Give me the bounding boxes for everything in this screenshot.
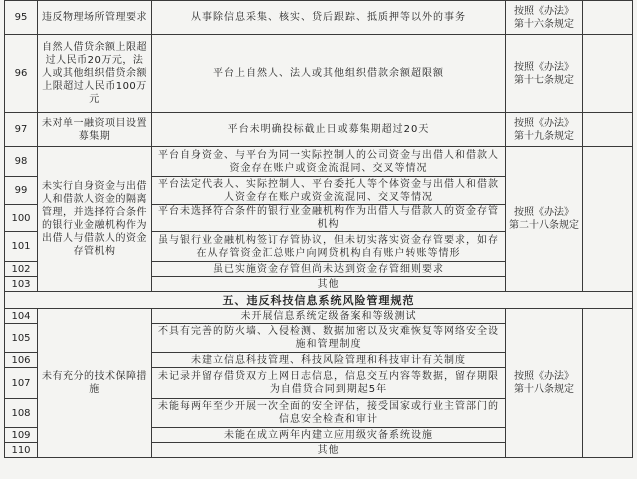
violation-category: 未对单一融资项目设置募集期: [38, 113, 152, 147]
violation-description: 未记录并留存借贷双方上网日志信息，信息交互内容等数据，留存期限为自借贷合同到期起5年: [152, 368, 506, 399]
row-number: 101: [5, 232, 38, 262]
row-number: 105: [5, 324, 38, 353]
violation-description: 未能在成立两年内建立应用级灾备系统设施: [152, 428, 506, 443]
table-row: [5, 35, 633, 113]
row-number: 96: [5, 35, 38, 113]
row-number: 99: [5, 177, 38, 205]
violation-description: 平台法定代表人、实际控制人、平台委托人等个体资金与出借人和借款人资金存在账户或资金流混同、交叉等情况: [152, 177, 506, 205]
row-number: 108: [5, 399, 38, 428]
row-number: 100: [5, 205, 38, 232]
row-number: 109: [5, 428, 38, 443]
legal-basis: 按照《办法》 第二十八条规定: [506, 147, 583, 292]
empty-cell: [583, 113, 633, 147]
empty-cell: [583, 35, 633, 113]
violation-description: 从事除信息采集、核实、贷后跟踪、抵质押等以外的事务: [152, 1, 506, 35]
violation-description: 虽已实施资金存管但尚未达到资金存管细则要求: [152, 262, 506, 277]
violation-description: 不具有完善的防火墙、入侵检测、数据加密以及灾难恢复等网络安全设施和管理制度: [152, 324, 506, 353]
violation-description: 平台未选择符合条件的银行业金融机构作为出借人与借款人的资金存管机构: [152, 205, 506, 232]
row-number: 107: [5, 368, 38, 399]
row-number: 110: [5, 443, 38, 458]
legal-basis: 按照《办法》 第十九条规定: [506, 113, 583, 147]
table-row: [5, 147, 633, 177]
violation-description: 虽与银行业金融机构签订存管协议，但未切实落实资金存管要求，如存在从存管资金汇总账户向网贷机构自有账户转账等情形: [152, 232, 506, 262]
violation-category: 未有充分的技术保障措施: [38, 309, 152, 458]
violations-table: [4, 0, 633, 458]
empty-cell: [583, 309, 633, 458]
section-row: [5, 292, 633, 309]
violation-description: 平台自身资金、与平台为同一实际控制人的公司资金与出借人和借款人资金存在账户或资金流混同、交叉等情况: [152, 147, 506, 177]
legal-basis: 按照《办法》 第十七条规定: [506, 35, 583, 113]
legal-basis: 按照《办法》 第十八条规定: [506, 309, 583, 458]
row-number: 106: [5, 353, 38, 368]
violation-description: 其他: [152, 277, 506, 292]
violation-description: 未开展信息系统定级备案和等级测试: [152, 309, 506, 324]
table-row: [5, 113, 633, 147]
violation-description: 其他: [152, 443, 506, 458]
row-number: 95: [5, 1, 38, 35]
section-title: 五、违反科技信息系统风险管理规范: [5, 292, 633, 309]
violation-description: 平台上自然人、法人或其他组织借款余额超限额: [152, 35, 506, 113]
table-row: [5, 1, 633, 35]
legal-basis: 按照《办法》 第十六条规定: [506, 1, 583, 35]
row-number: 97: [5, 113, 38, 147]
row-number: 104: [5, 309, 38, 324]
violation-description: 未能每两年至少开展一次全面的安全评估，接受国家或行业主管部门的信息安全检查和审计: [152, 399, 506, 428]
table-row: [5, 309, 633, 324]
row-number: 102: [5, 262, 38, 277]
violation-category: 违反物理场所管理要求: [38, 1, 152, 35]
violation-description: 未建立信息科技管理、科技风险管理和科技审计有关制度: [152, 353, 506, 368]
violation-category: 未实行自身资金与出借人和借款人资金的隔离管理，并选择符合条件的银行业金融机构作为出借人与借款人的资金存管机构: [38, 147, 152, 292]
row-number: 98: [5, 147, 38, 177]
violation-description: 平台未明确投标截止日或募集期超过20天: [152, 113, 506, 147]
empty-cell: [583, 1, 633, 35]
empty-cell: [583, 147, 633, 292]
violation-category: 自然人借贷余额上限超过人民币20万元，法人或其他组织借贷余额上限超过人民币100万元: [38, 35, 152, 113]
row-number: 103: [5, 277, 38, 292]
